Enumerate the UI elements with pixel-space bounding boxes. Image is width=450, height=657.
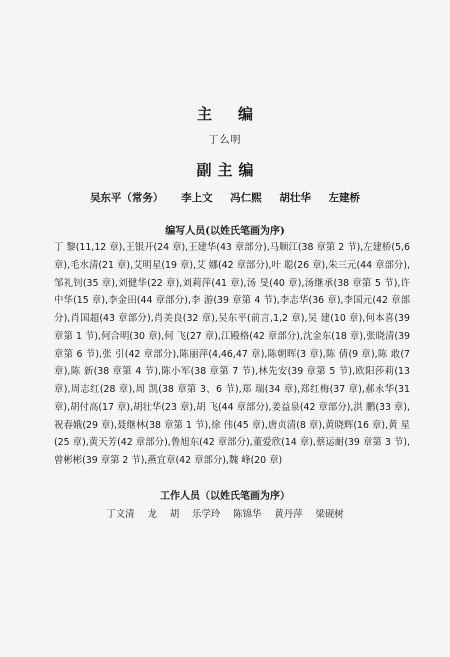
writers-heading: 编写人员(以姓氏笔画为序) [165,226,285,237]
writers-list: 丁 黎(11,12 章),王银开(24 章),王建华(43 章部分),马顺江(38 章第 2 节),左建桥(5,6 章),毛水清(21 章),艾明星(19 章),艾 娜(42 章部分),叶 聪(26 章),朱三元(44 章部分),邹礼钊(35 章),刘健华(22 章),刘莉萍(41 章),汤 旻(40 章),汤继承(38 章第 5 节),许中华(15 章),李金田(44 章部分),李 游(39 章第 4 节),李志华(36 章),李国元(42 章部分),肖国超(43 章部分),肖美良(32 章),吴东平(前言,1,2 章),吴 建(10 章),何本喜(39 章第 1 节),何合明(30 章),何 飞(27 章),江殿格(42 章部分),沈金东(18 章),张晓清(39 章第 6 节),张 引(42 章部分),陈丽萍(4,46,47 章),陈朝晖(3 章),陈 倩(9 章),陈 敢(7 章),陈 新(38 章第 4 节),陈小军(38 章第 7 节),林先安(39 章第 5 节),欧阳莎莉(13 章),周志红(28 章),周 凯(38 章第 3、6 节),郑 瑞(34 章),郑红梅(37 章),郝永华(31 章),胡付高(17 章),胡壮华(23 章),胡 飞(44 章部分),姜益泉(42 章部分),洪 鹏(33 章),祝春娥(29 章),聂继林(38 章第 1 节),徐 伟(45 章),唐贞清(8 章),黄晓辉(16 章),黄 星(25 章),黄天芳(42 章部分),鲁旭东(42 章部分),董爱欣(14 章),蔡运耐(39 章第 3 节),曾彬彬(39 章第 2 节),燕宜章(42 章部分),魏 峰(20 章) [54,242,410,466]
main-editor-heading: 主编 [196,105,279,123]
deputy-editors-heading: 副主编 [196,161,260,179]
deputy-editors-list: 吴东平（常务） 李上文 冯仁熙 胡壮华 左建桥 [89,192,361,204]
workers-heading: 工作人员（以姓氏笔画为序） [160,491,290,502]
chief-editor-name: 丁么明 [208,135,242,146]
workers-list: 丁文清 龙 胡 乐学玲 陈锦华 黄丹萍 梁砚树 [106,509,344,520]
